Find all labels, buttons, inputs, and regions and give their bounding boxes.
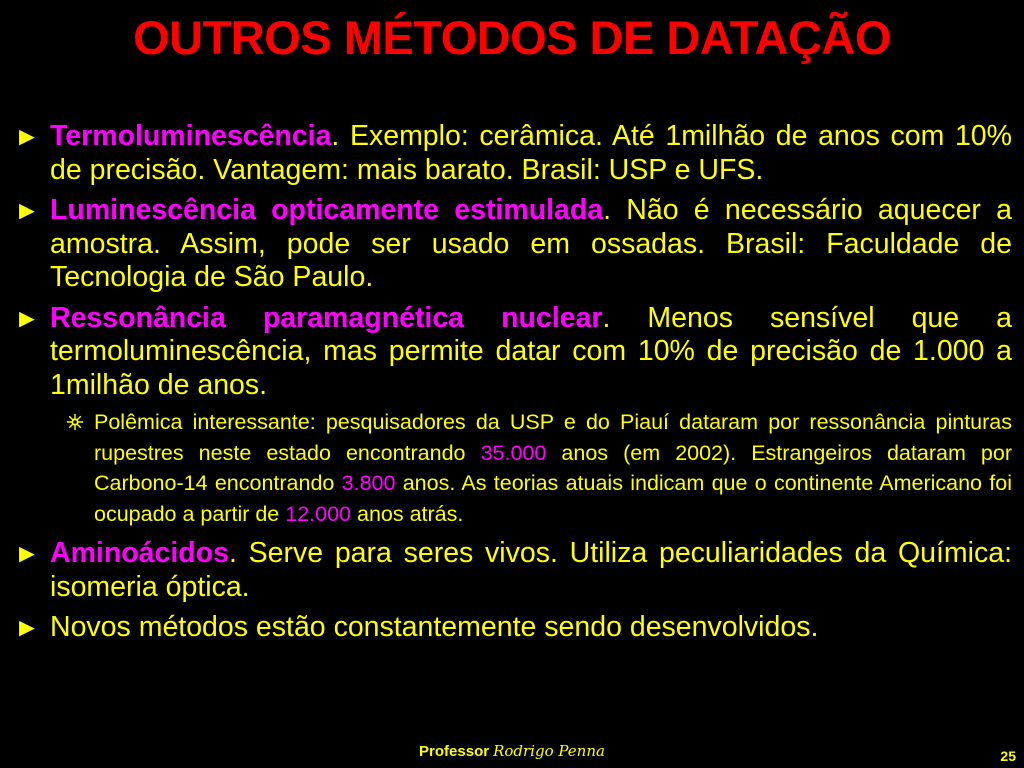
slide-title: OUTROS MÉTODOS DE DATAÇÃO: [133, 11, 891, 64]
bullet-item-termoluminescencia: [14, 120, 1012, 187]
term-highlight: Ressonância paramagnética nuclear: [50, 301, 603, 334]
highlight-number: 3.800: [341, 471, 396, 495]
item-text: . Exemplo: cerâmica. Até 1milhão de anos com 10% de precisão. Vantagem: mais barato. Brasil: USP e UFS.: [50, 120, 1012, 186]
footer: [0, 742, 1024, 760]
highlight-number: 12.000: [285, 501, 352, 526]
term-highlight: Luminescência opticamente estimulada: [50, 194, 604, 226]
footer-signature: Rodrigo Penna: [493, 742, 605, 760]
item-text: . Serve para seres vivos. Utiliza peculiaridades da Química: isomeria óptica.: [50, 537, 1012, 603]
arrow-bullet-icon: ►: [14, 538, 40, 568]
arrow-bullet-icon: ►: [14, 121, 40, 151]
sub-text: anos atrás.: [351, 501, 464, 526]
sub-text: anos (em 2002). Estrangeiros dataram por Carbono-14 encontrando: [94, 440, 1012, 495]
page-number: 25: [1000, 748, 1016, 764]
highlight-number: 35.000: [480, 440, 547, 465]
term-highlight: Aminoácidos: [50, 537, 229, 569]
sub-text: Polêmica interessante: pesquisadores da USP e do Piauí dataram por ressonância pinturas rupestres neste estado encontrando: [94, 410, 1012, 465]
arrow-bullet-icon: ►: [14, 612, 40, 642]
term-highlight: Termoluminescência: [50, 120, 332, 152]
slide-content: [14, 120, 1012, 652]
arrow-bullet-icon: ►: [14, 195, 40, 225]
sun-bullet-icon: [66, 413, 84, 431]
footer-label: Professor: [419, 743, 490, 760]
item-text: Novos métodos estão constantemente sendo desenvolvidos.: [50, 611, 819, 643]
sub-bullet-polemica: [14, 407, 1012, 529]
arrow-bullet-icon: ►: [14, 302, 40, 333]
sub-text: anos. As teorias atuais indicam que o continente Americano foi ocupado a partir de: [94, 471, 1012, 526]
bullet-item-ressonancia: [14, 302, 1012, 403]
bullet-item-luminescencia: [14, 194, 1012, 295]
item-text: . Não é necessário aquecer a amostra. Assim, pode ser usado em ossadas. Brasil: Faculdade de Tecnologia de São Paulo.: [50, 194, 1013, 293]
item-text: . Menos sensível que a termoluminescência, mas permite datar com 10% de precisão de 1.000 a 1milhão de anos.: [50, 301, 1012, 401]
bullet-item-novos-metodos: [14, 611, 1012, 645]
bullet-item-aminoacidos: [14, 537, 1012, 604]
